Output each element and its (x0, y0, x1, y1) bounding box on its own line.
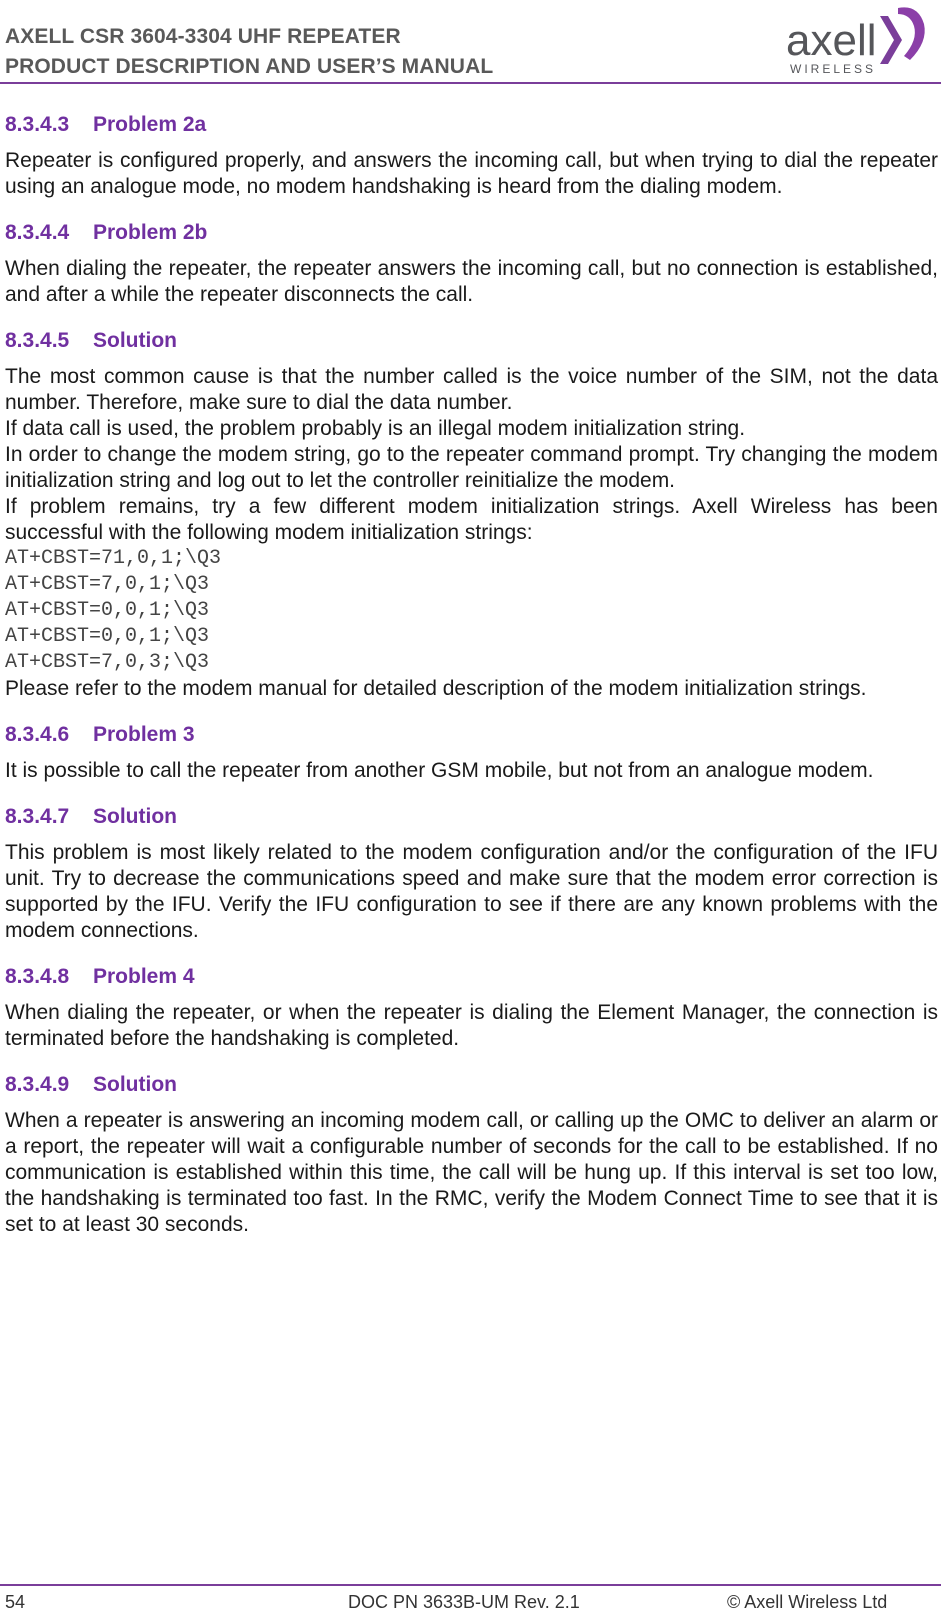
page-content (5, 112, 938, 1258)
section-heading: 8.3.4.4 Problem 2b (5, 221, 208, 244)
footer-rule (0, 1584, 941, 1586)
page-header (0, 0, 941, 84)
code-line: AT+CBST=0,0,1;\Q3 (5, 625, 210, 648)
header-title: AXELL CSR 3604-3304 UHF REPEATER (5, 25, 401, 48)
logo-swoosh-icon (898, 7, 925, 60)
paragraph: It is possible to call the repeater from another GSM mobile, but not from an analogue modem. (5, 759, 874, 782)
logo-text: axell (786, 16, 877, 65)
paragraph: This problem is most likely related to the modem configuration and/or the configuration of the IFU unit. Try to decrease the communications speed and make sure that the modem error correction is supported by the IFU. Verify the IFU configuration to see if there are any known problems with the modem connections. (5, 841, 938, 942)
copyright: © Axell Wireless Ltd (727, 1592, 888, 1612)
paragraph: When dialing the repeater, or when the repeater is dialing the Element Manager, the connection is terminated before the handshaking is completed. (5, 1001, 938, 1050)
logo-subtext: WIRELESS (790, 62, 877, 76)
section-heading: 8.3.4.7 Solution (5, 805, 177, 828)
paragraph: When dialing the repeater, the repeater answers the incoming call, but no connection is established, and after a while the repeater disconnects the call. (5, 257, 938, 306)
document-number: DOC PN 3633B-UM Rev. 2.1 (348, 1592, 580, 1612)
paragraph: In order to change the modem string, go to the repeater command prompt. Try changing the modem initialization string and log out to let the controller reinitialize the modem. (5, 443, 938, 492)
page-number: 54 (5, 1592, 26, 1612)
logo-chevron-icon (880, 16, 902, 64)
header-subtitle: PRODUCT DESCRIPTION AND USER’S MANUAL (5, 55, 494, 78)
section-heading: 8.3.4.6 Problem 3 (5, 723, 195, 746)
code-line: AT+CBST=71,0,1;\Q3 (5, 547, 222, 570)
section-heading: 8.3.4.5 Solution (5, 329, 177, 352)
axell-logo (784, 2, 934, 78)
header-rule (0, 82, 941, 84)
section-heading: 8.3.4.9 Solution (5, 1073, 177, 1096)
paragraph: If problem remains, try a few different modem initialization strings. Axell Wireless has been successful with the following modem initialization strings: (5, 495, 938, 544)
code-line: AT+CBST=7,0,1;\Q3 (5, 573, 210, 596)
paragraph: When a repeater is answering an incoming modem call, or calling up the OMC to deliver an alarm or a report, the repeater will wait a configurable number of seconds for the call to be established. If no communication is established within this time, the call will be hung up. If this interval is set too low, the handshaking is terminated too fast. In the RMC, verify the Modem Connect Time to see that it is set to at least 30 seconds. (5, 1109, 938, 1236)
code-line: AT+CBST=7,0,3;\Q3 (5, 651, 210, 674)
paragraph: The most common cause is that the number called is the voice number of the SIM, not the data number. Therefore, make sure to dial the data number. (5, 365, 938, 414)
paragraph: If data call is used, the problem probably is an illegal modem initialization string. (5, 417, 746, 440)
section-heading: 8.3.4.8 Problem 4 (5, 965, 195, 988)
section-heading: 8.3.4.3 Problem 2a (5, 113, 207, 136)
code-line: AT+CBST=0,0,1;\Q3 (5, 599, 210, 622)
paragraph: Repeater is configured properly, and answers the incoming call, but when trying to dial the repeater using an analogue mode, no modem handshaking is heard from the dialing modem. (5, 149, 938, 198)
paragraph: Please refer to the modem manual for detailed description of the modem initialization strings. (5, 677, 867, 700)
